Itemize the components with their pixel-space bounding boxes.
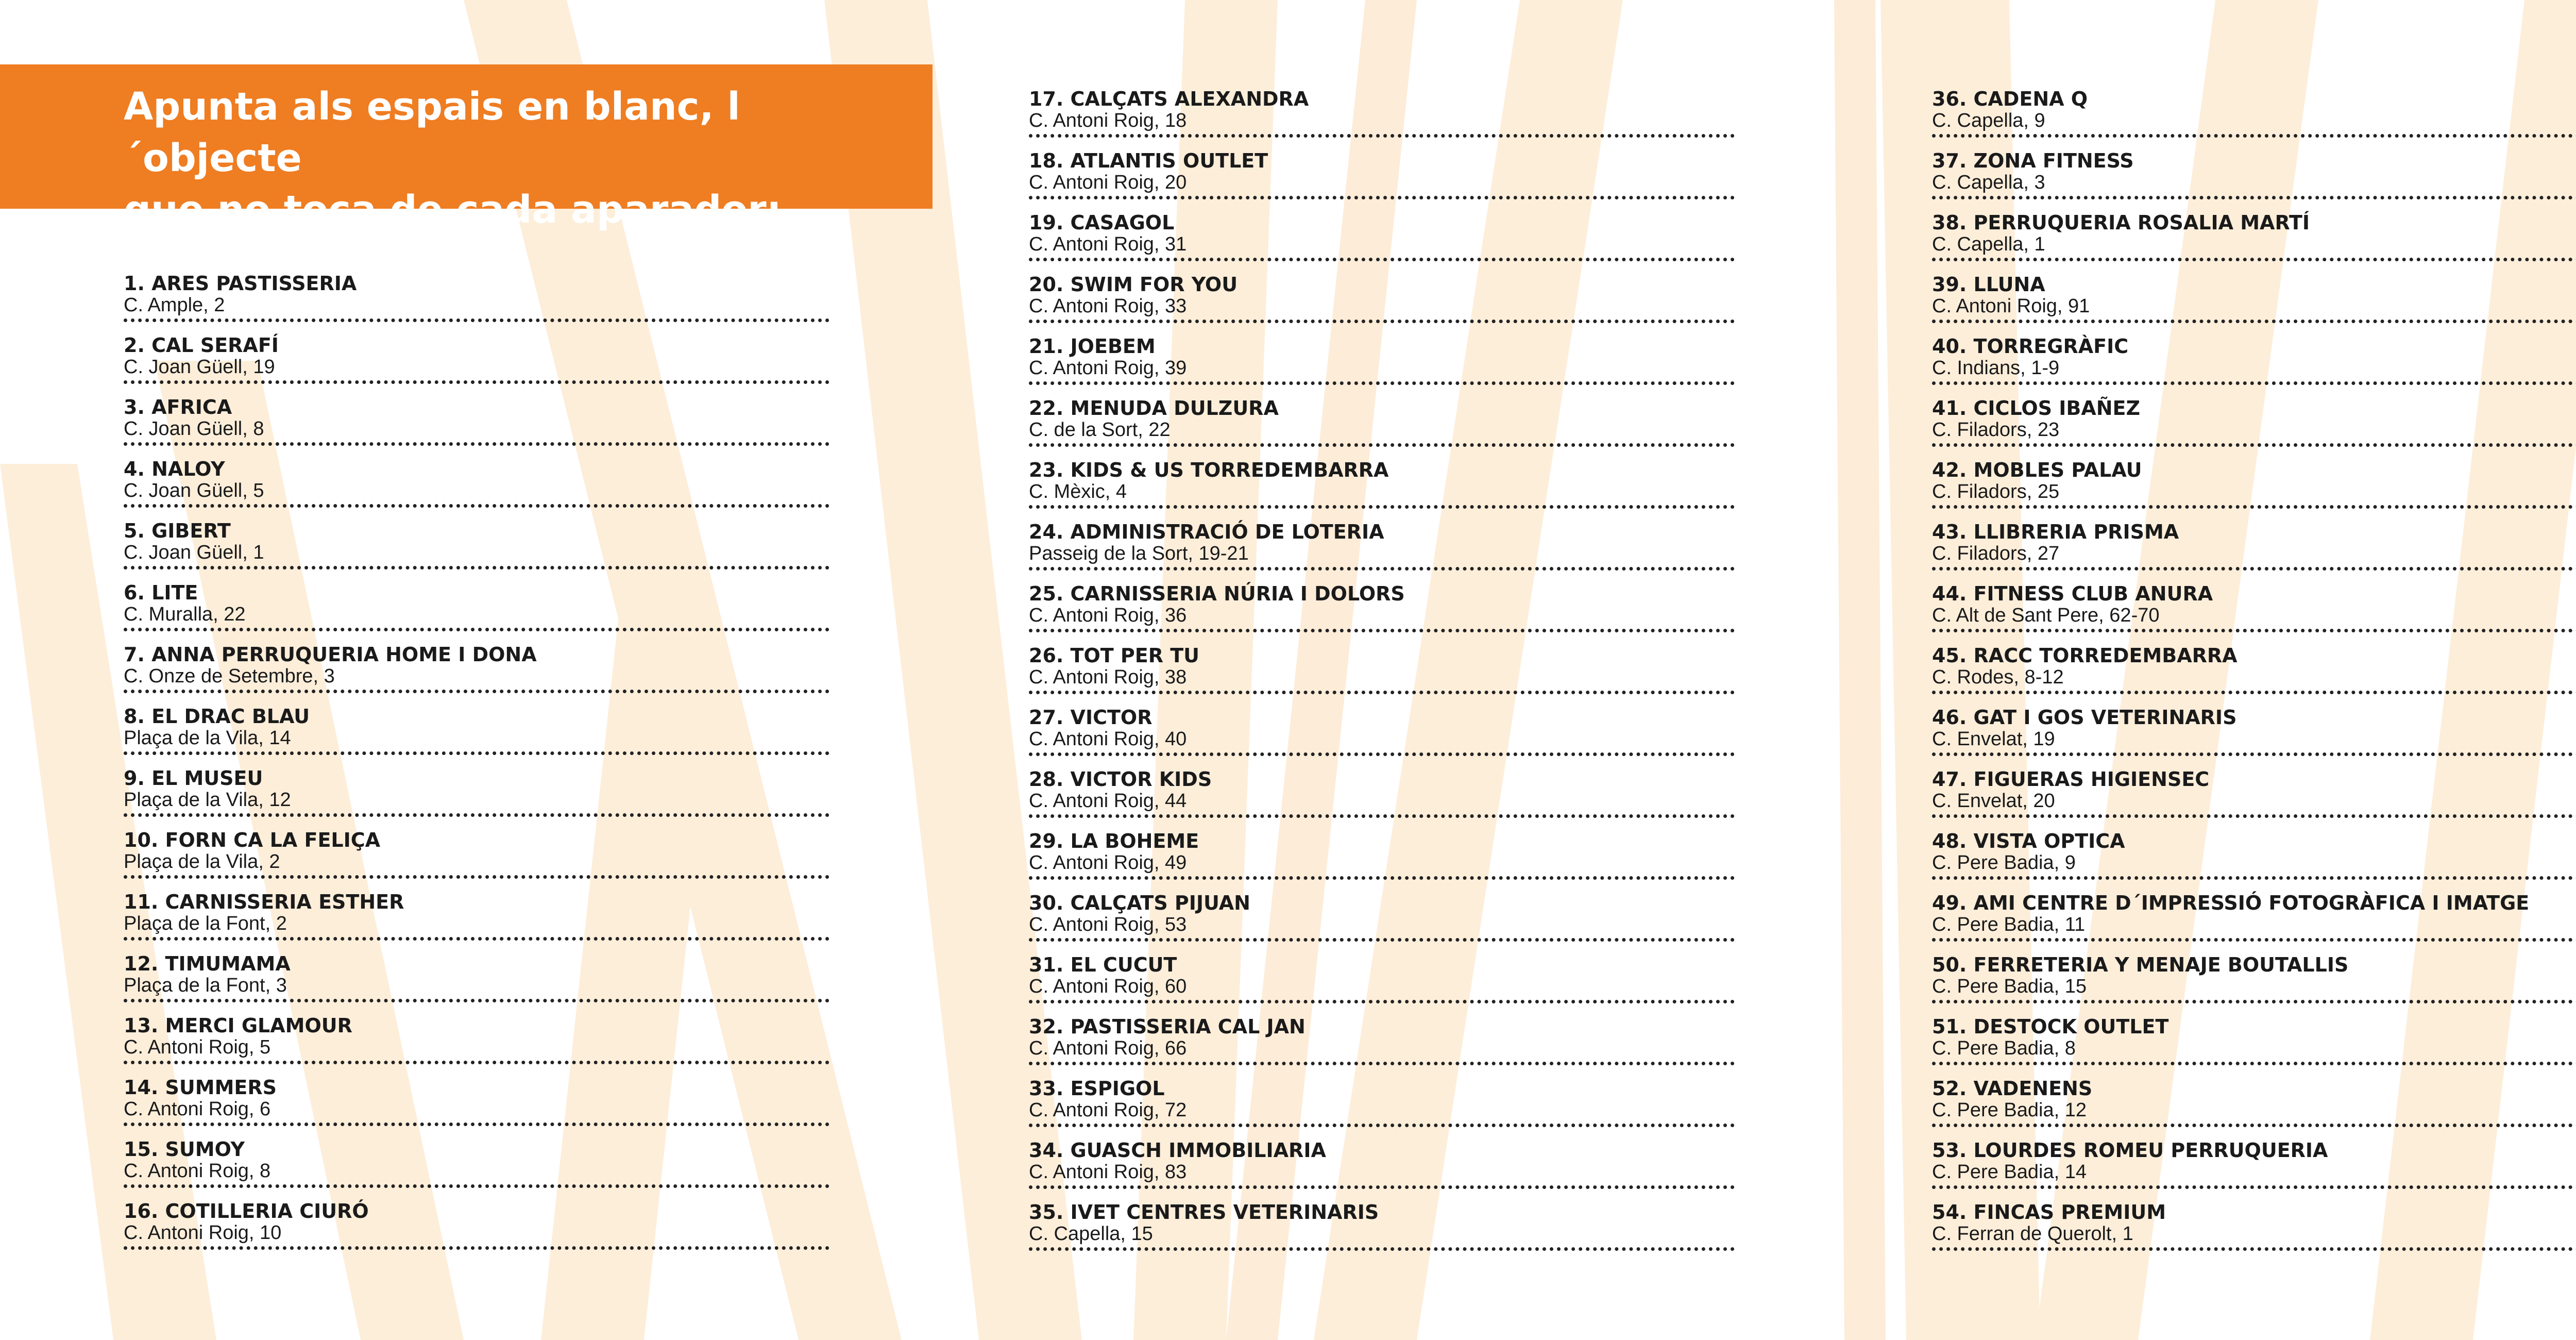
store-entry (1932, 459, 2576, 521)
store-name: 38. PERRUQUERIA ROSALIA MARTÍ (1932, 211, 2310, 234)
store-entry (124, 952, 829, 1014)
store-address: C. Antoni Roig, 6 (124, 1098, 271, 1120)
store-address: C. Antoni Roig, 60 (1029, 976, 1187, 997)
store-name: 17. CALÇATS ALEXANDRA (1029, 88, 1309, 110)
store-entry (1932, 211, 2576, 273)
answer-blank-line[interactable] (1932, 1000, 2576, 1003)
answer-blank-line[interactable] (124, 875, 829, 879)
store-name: 18. ATLANTIS OUTLET (1029, 149, 1268, 172)
store-address: C. Joan Güell, 1 (124, 542, 264, 563)
answer-blank-line[interactable] (1932, 320, 2576, 323)
store-address: C. Filadors, 23 (1932, 419, 2060, 441)
store-address: C. Muralla, 22 (124, 604, 246, 625)
store-address: Passeig de la Sort, 19-21 (1029, 543, 1249, 564)
answer-blank-line[interactable] (1029, 752, 1735, 756)
store-entry (124, 643, 829, 705)
answer-blank-line[interactable] (1029, 938, 1735, 942)
answer-blank-line[interactable] (124, 937, 829, 941)
store-address: C. Capella, 9 (1932, 110, 2045, 131)
store-entry (124, 1076, 829, 1138)
store-name: 49. AMI CENTRE D´IMPRESSIÓ FOTOGRÀFICA I IMATGE (1932, 892, 2530, 914)
store-address: C. Indians, 1-9 (1932, 357, 2060, 379)
store-name: 6. LITE (124, 581, 198, 604)
answer-blank-line[interactable] (124, 319, 829, 322)
store-entry (1932, 892, 2576, 953)
store-name: 50. FERRETERIA Y MENAJE BOUTALLIS (1932, 953, 2349, 976)
store-column-1 (124, 272, 829, 1262)
store-address: C. Antoni Roig, 18 (1029, 110, 1187, 131)
store-entry (1029, 892, 1735, 953)
store-name: 15. SUMOY (124, 1138, 245, 1161)
answer-blank-line[interactable] (124, 380, 829, 384)
store-name: 36. CADENA Q (1932, 88, 2088, 110)
store-entry (124, 1014, 829, 1076)
store-name: 2. CAL SERAFÍ (124, 334, 279, 357)
store-name: 40. TORREGRÀFIC (1932, 335, 2129, 358)
answer-blank-line[interactable] (1029, 1124, 1735, 1127)
store-address: C. Pere Badia, 12 (1932, 1099, 2087, 1121)
store-name: 48. VISTA OPTICA (1932, 830, 2125, 852)
store-address: C. Antoni Roig, 40 (1029, 728, 1187, 750)
store-entry (1029, 644, 1735, 706)
answer-blank-line[interactable] (124, 751, 829, 755)
answer-blank-line[interactable] (124, 504, 829, 508)
store-address: C. Antoni Roig, 5 (124, 1036, 271, 1058)
answer-blank-line[interactable] (1932, 1247, 2576, 1251)
answer-blank-line[interactable] (124, 999, 829, 1002)
store-entry (1029, 88, 1735, 149)
store-name: 39. LLUNA (1932, 273, 2045, 296)
answer-blank-line[interactable] (1932, 567, 2576, 571)
store-entry (124, 1200, 829, 1262)
store-name: 29. LA BOHEME (1029, 830, 1199, 852)
answer-blank-line[interactable] (1932, 258, 2576, 261)
store-name: 41. CICLOS IBAÑEZ (1932, 397, 2141, 420)
answer-blank-line[interactable] (1932, 505, 2576, 509)
store-name: 37. ZONA FITNESS (1932, 149, 2134, 172)
store-entry (1932, 1077, 2576, 1139)
store-entry (124, 891, 829, 952)
store-address: C. Antoni Roig, 10 (124, 1222, 282, 1244)
store-entry (1029, 1201, 1735, 1263)
store-name: 26. TOT PER TU (1029, 644, 1199, 667)
store-address: C. Envelat, 19 (1932, 728, 2055, 750)
store-address: Plaça de la Font, 2 (124, 913, 287, 934)
store-entry (1029, 1139, 1735, 1201)
store-entry (124, 334, 829, 396)
answer-blank-line[interactable] (124, 566, 829, 569)
store-name: 51. DESTOCK OUTLET (1932, 1015, 2169, 1038)
answer-blank-line[interactable] (124, 628, 829, 631)
store-address: C. Envelat, 20 (1932, 790, 2055, 812)
store-address: C. Joan Güell, 8 (124, 418, 264, 440)
store-entry (1029, 830, 1735, 892)
store-name: 43. LLIBRERIA PRISMA (1932, 521, 2179, 543)
store-address: C. Antoni Roig, 8 (124, 1160, 271, 1182)
store-name: 9. EL MUSEU (124, 767, 263, 790)
store-address: C. Alt de Sant Pere, 62-70 (1932, 605, 2160, 626)
store-name: 44. FITNESS CLUB ANURA (1932, 582, 2213, 605)
answer-blank-line[interactable] (1029, 320, 1735, 323)
answer-blank-line[interactable] (124, 813, 829, 817)
store-address: C. Pere Badia, 14 (1932, 1161, 2087, 1183)
store-address: C. Antoni Roig, 66 (1029, 1037, 1187, 1059)
store-address: C. Capella, 3 (1932, 172, 2045, 193)
store-entry (1932, 830, 2576, 892)
store-entry (124, 272, 829, 334)
store-address: C. Ample, 2 (124, 294, 225, 316)
answer-blank-line[interactable] (1029, 258, 1735, 261)
answer-blank-line[interactable] (124, 1123, 829, 1126)
store-entry (1029, 1015, 1735, 1077)
store-name: 35. IVET CENTRES VETERINARIS (1029, 1201, 1379, 1224)
store-entry (1932, 1201, 2576, 1263)
store-entry (1932, 1139, 2576, 1201)
store-address: C. Joan Güell, 19 (124, 356, 275, 378)
store-address: C. Pere Badia, 8 (1932, 1037, 2076, 1059)
answer-blank-line[interactable] (1932, 691, 2576, 694)
store-name: 14. SUMMERS (124, 1076, 277, 1099)
answer-blank-line[interactable] (124, 1061, 829, 1064)
store-entry (1029, 397, 1735, 459)
answer-blank-line[interactable] (1932, 1124, 2576, 1127)
store-name: 19. CASAGOL (1029, 211, 1175, 234)
store-entry (1029, 706, 1735, 768)
store-name: 42. MOBLES PALAU (1932, 459, 2142, 481)
store-address: C. Antoni Roig, 44 (1029, 790, 1187, 812)
store-address: C. Antoni Roig, 31 (1029, 233, 1187, 255)
store-name: 16. COTILLERIA CIURÓ (124, 1200, 369, 1222)
store-name: 46. GAT I GOS VETERINARIS (1932, 706, 2237, 729)
store-entry (1029, 211, 1735, 273)
store-address: C. Pere Badia, 9 (1932, 852, 2076, 874)
store-name: 24. ADMINISTRACIÓ DE LOTERIA (1029, 521, 1384, 543)
store-entry (1932, 1015, 2576, 1077)
store-entry (1932, 706, 2576, 768)
store-entry (124, 581, 829, 643)
store-address: C. Antoni Roig, 36 (1029, 605, 1187, 626)
store-entry (1932, 768, 2576, 830)
store-address: C. Pere Badia, 15 (1932, 976, 2087, 997)
store-name: 45. RACC TORREDEMBARRA (1932, 644, 2238, 667)
store-entry (124, 705, 829, 767)
store-name: 21. JOEBEM (1029, 335, 1156, 358)
store-name: 13. MERCI GLAMOUR (124, 1014, 352, 1037)
answer-blank-line[interactable] (1029, 196, 1735, 199)
store-address: C. Ferran de Querolt, 1 (1932, 1223, 2133, 1245)
answer-blank-line[interactable] (1932, 629, 2576, 632)
store-entry (1029, 582, 1735, 644)
answer-blank-line[interactable] (1029, 443, 1735, 447)
store-address: Plaça de la Vila, 14 (124, 727, 291, 749)
answer-blank-line[interactable] (1029, 629, 1735, 632)
store-name: 3. AFRICA (124, 396, 232, 418)
store-address: C. Filadors, 27 (1932, 543, 2060, 564)
store-entry (1932, 335, 2576, 397)
store-address: C. de la Sort, 22 (1029, 419, 1171, 441)
answer-blank-line[interactable] (1029, 1185, 1735, 1189)
store-entry (124, 1138, 829, 1200)
store-address: C. Antoni Roig, 20 (1029, 172, 1187, 193)
store-name: 33. ESPIGOL (1029, 1077, 1165, 1100)
store-name: 20. SWIM FOR YOU (1029, 273, 1238, 296)
answer-blank-line[interactable] (1029, 505, 1735, 509)
answer-blank-line[interactable] (1932, 134, 2576, 138)
answer-blank-line[interactable] (1932, 1062, 2576, 1065)
store-address: C. Mèxic, 4 (1029, 481, 1127, 502)
answer-blank-line[interactable] (1029, 381, 1735, 385)
store-address: C. Rodes, 8-12 (1932, 666, 2064, 688)
store-entry (1932, 273, 2576, 335)
store-address: Plaça de la Font, 3 (124, 975, 287, 996)
store-entry (124, 520, 829, 581)
store-name: 12. TIMUMAMA (124, 952, 291, 975)
store-entry (1932, 953, 2576, 1015)
store-address: C. Onze de Setembre, 3 (124, 665, 335, 687)
answer-blank-line[interactable] (1932, 938, 2576, 942)
store-address: C. Antoni Roig, 83 (1029, 1161, 1187, 1183)
answer-blank-line[interactable] (1029, 567, 1735, 571)
answer-blank-line[interactable] (1932, 381, 2576, 385)
answer-blank-line[interactable] (1932, 1185, 2576, 1189)
store-entry (1932, 582, 2576, 644)
store-name: 7. ANNA PERRUQUERIA HOME I DONA (124, 643, 537, 666)
store-entry (1029, 768, 1735, 830)
store-address: C. Antoni Roig, 49 (1029, 852, 1187, 874)
store-name: 47. FIGUERAS HIGIENSEC (1932, 768, 2210, 791)
answer-blank-line[interactable] (1029, 814, 1735, 818)
store-name: 32. PASTISSERIA CAL JAN (1029, 1015, 1306, 1038)
store-column-2 (1029, 88, 1735, 1263)
store-column-3 (1932, 88, 2576, 1263)
store-entry (1932, 88, 2576, 149)
answer-blank-line[interactable] (1029, 134, 1735, 138)
answer-blank-line[interactable] (1029, 691, 1735, 694)
answer-blank-line[interactable] (1029, 876, 1735, 880)
store-entry (124, 396, 829, 458)
store-name: 53. LOURDES ROMEU PERRUQUERIA (1932, 1139, 2328, 1162)
store-name: 27. VICTOR (1029, 706, 1153, 729)
store-entry (124, 829, 829, 891)
store-entry (1932, 149, 2576, 211)
store-name: 22. MENUDA DULZURA (1029, 397, 1279, 420)
store-name: 54. FINCAS PREMIUM (1932, 1201, 2166, 1224)
answer-blank-line[interactable] (1029, 1247, 1735, 1251)
store-entry (1029, 1077, 1735, 1139)
store-entry (1932, 521, 2576, 582)
store-name: 11. CARNISSERIA ESTHER (124, 891, 404, 913)
store-name: 10. FORN CA LA FELIÇA (124, 829, 381, 851)
store-address: C. Antoni Roig, 53 (1029, 914, 1187, 935)
instruction-banner (0, 64, 933, 232)
store-address: C. Capella, 1 (1932, 233, 2045, 255)
answer-blank-line[interactable] (1932, 876, 2576, 880)
store-entry (124, 767, 829, 829)
store-name: 5. GIBERT (124, 520, 231, 542)
store-name: 31. EL CUCUT (1029, 953, 1177, 976)
store-entry (124, 458, 829, 520)
answer-blank-line[interactable] (1932, 443, 2576, 447)
store-entry (1029, 521, 1735, 582)
store-address: C. Antoni Roig, 33 (1029, 295, 1187, 317)
store-entry (1932, 644, 2576, 706)
answer-blank-line[interactable] (124, 442, 829, 446)
store-name: 23. KIDS & US TORREDEMBARRA (1029, 459, 1389, 481)
store-entry (1029, 273, 1735, 335)
store-entry (1029, 459, 1735, 521)
store-address: C. Antoni Roig, 38 (1029, 666, 1187, 688)
answer-blank-line[interactable] (1029, 1000, 1735, 1003)
store-address: C. Joan Güell, 5 (124, 480, 264, 501)
answer-blank-line[interactable] (124, 1184, 829, 1188)
answer-blank-line[interactable] (1932, 752, 2576, 756)
store-entry (1029, 335, 1735, 397)
store-name: 8. EL DRAC BLAU (124, 705, 310, 728)
answer-blank-line[interactable] (124, 690, 829, 693)
answer-blank-line[interactable] (1029, 1062, 1735, 1065)
store-address: C. Antoni Roig, 91 (1932, 295, 2090, 317)
store-entry (1029, 149, 1735, 211)
store-entry (1029, 953, 1735, 1015)
answer-blank-line[interactable] (1932, 814, 2576, 818)
store-address: C. Filadors, 25 (1932, 481, 2060, 502)
store-name: 4. NALOY (124, 458, 225, 480)
store-name: 30. CALÇATS PIJUAN (1029, 892, 1250, 914)
answer-blank-line[interactable] (1932, 196, 2576, 199)
store-address: C. Antoni Roig, 72 (1029, 1099, 1187, 1121)
banner-title: Apunta als espais en blanc, l´objecte que no toca de cada aparador: (124, 85, 782, 232)
store-name: 25. CARNISSERIA NÚRIA I DOLORS (1029, 582, 1405, 605)
store-address: C. Capella, 15 (1029, 1223, 1153, 1245)
store-entry (1932, 397, 2576, 459)
store-address: Plaça de la Vila, 12 (124, 789, 291, 811)
store-name: 28. VICTOR KIDS (1029, 768, 1212, 791)
store-name: 52. VADENENS (1932, 1077, 2093, 1100)
store-address: C. Pere Badia, 11 (1932, 914, 2086, 935)
store-address: C. Antoni Roig, 39 (1029, 357, 1187, 379)
store-name: 34. GUASCH IMMOBILIARIA (1029, 1139, 1326, 1162)
store-address: Plaça de la Vila, 2 (124, 851, 280, 873)
store-name: 1. ARES PASTISSERIA (124, 272, 357, 295)
answer-blank-line[interactable] (124, 1246, 829, 1250)
